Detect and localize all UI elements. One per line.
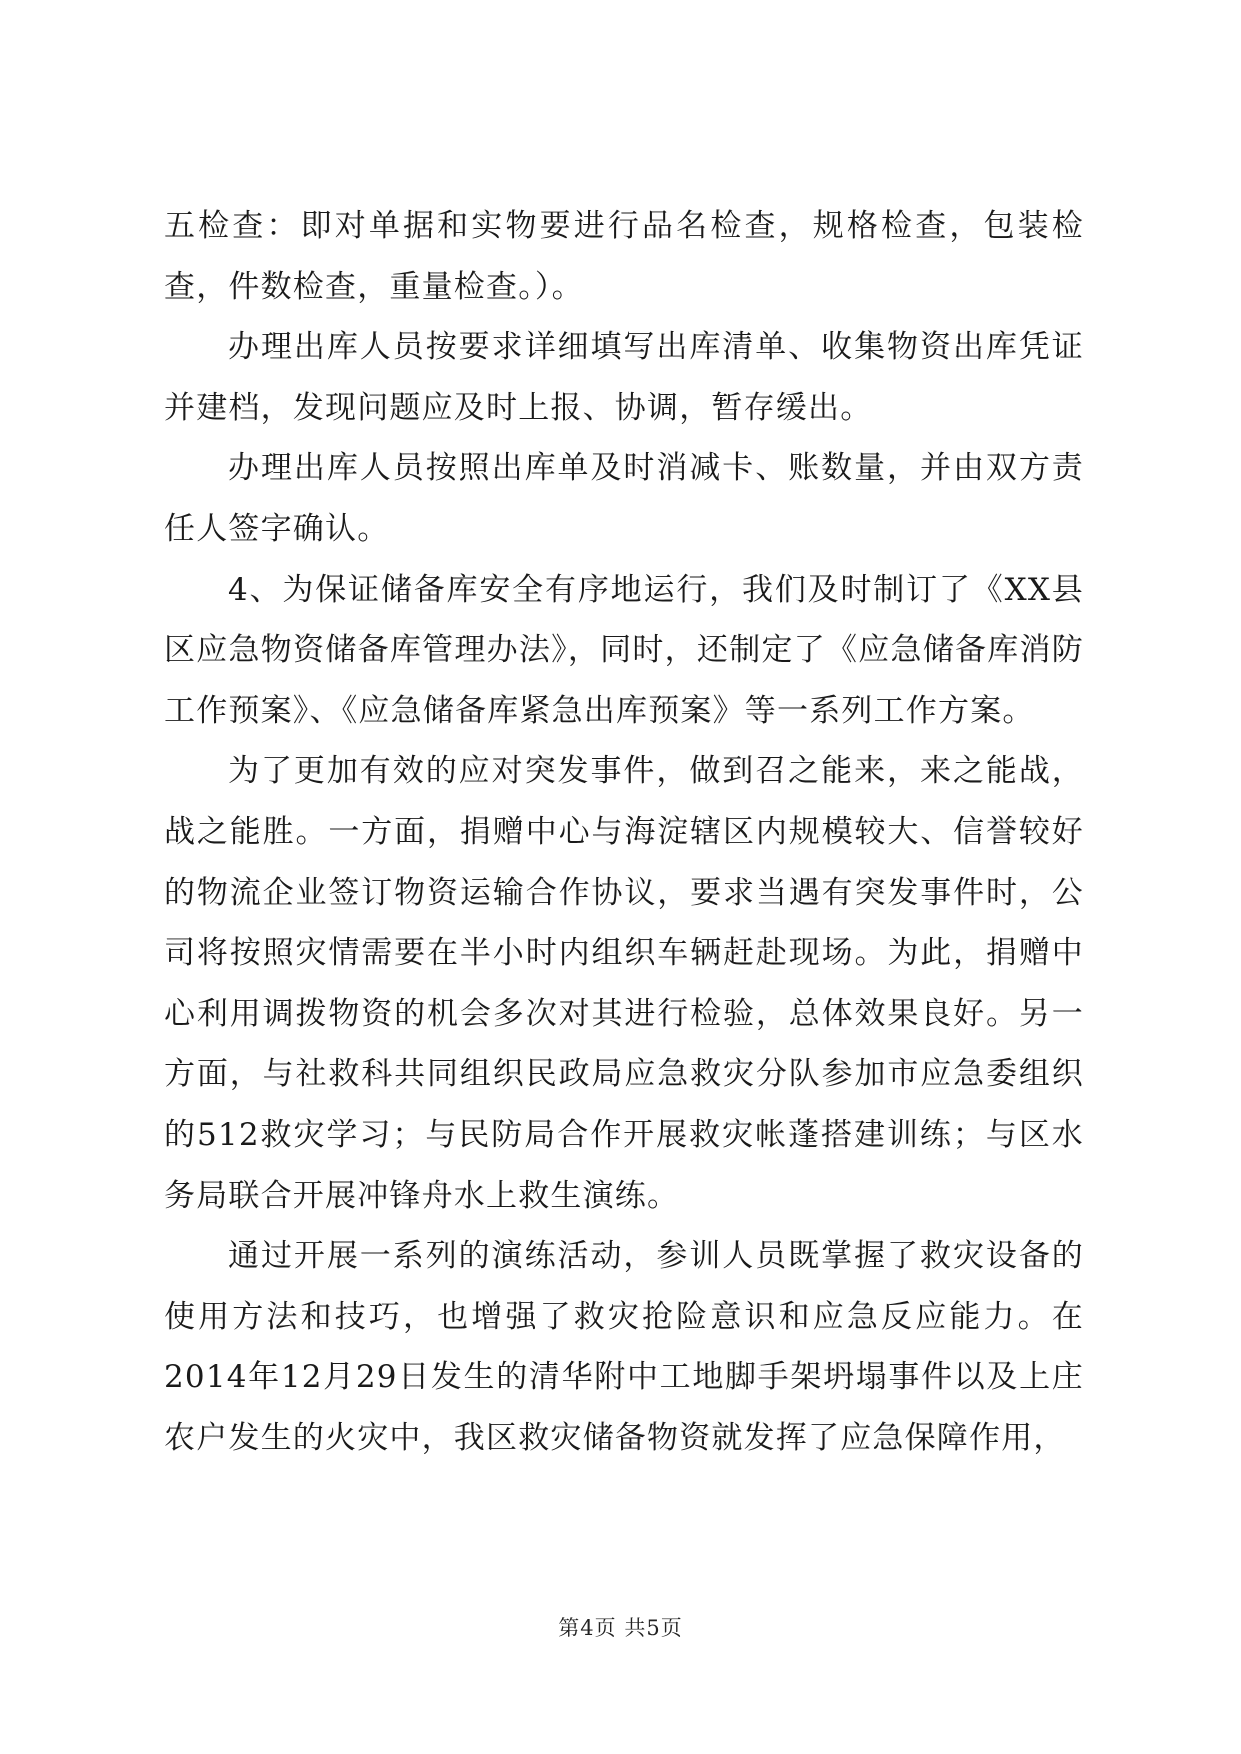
- page-number-footer: 第4页 共5页: [558, 1616, 683, 1640]
- document-body: [164, 196, 1084, 1468]
- paragraph-6: 通过开展一系列的演练活动，参训人员既掌握了救灾设备的使用方法和技巧，也增强了救灾抢险意识和应急反应能力。在2014年12月29日发生的清华附中工地脚手架坍塌事件以及上庄农户发生的火灾中，我区救灾储备物资就发挥了应急保障作用，: [164, 1238, 1084, 1456]
- paragraph-3: 办理出库人员按照出库单及时消减卡、账数量，并由双方责任人签字确认。: [164, 450, 1084, 547]
- paragraph-5: 为了更加有效的应对突发事件，做到召之能来，来之能战，战之能胜。一方面，捐赠中心与海淀辖区内规模较大、信誉较好的物流企业签订物资运输合作协议，要求当遇有突发事件时，公司将按照灾情需要在半小时内组织车辆赶赴现场。为此，捐赠中心利用调拨物资的机会多次对其进行检验，总体效果良好。另一方面，与社救科共同组织民政局应急救灾分队参加市应急委组织的512救灾学习；与民防局合作开展救灾帐蓬搭建训练；与区水务局联合开展冲锋舟水上救生演练。: [164, 753, 1084, 1214]
- paragraph-4: 4、为保证储备库安全有序地运行，我们及时制订了《XX县区应急物资储备库管理办法》，同时，还制定了《应急储备库消防工作预案》、《应急储备库紧急出库预案》等一系列工作方案。: [164, 571, 1084, 729]
- paragraph-1: 五检查：即对单据和实物要进行品名检查，规格检查，包装检查，件数检查，重量检查。）。: [164, 208, 1084, 305]
- paragraph-2: 办理出库人员按要求详细填写出库清单、收集物资出库凭证并建档，发现问题应及时上报、协调，暂存缓出。: [164, 329, 1084, 426]
